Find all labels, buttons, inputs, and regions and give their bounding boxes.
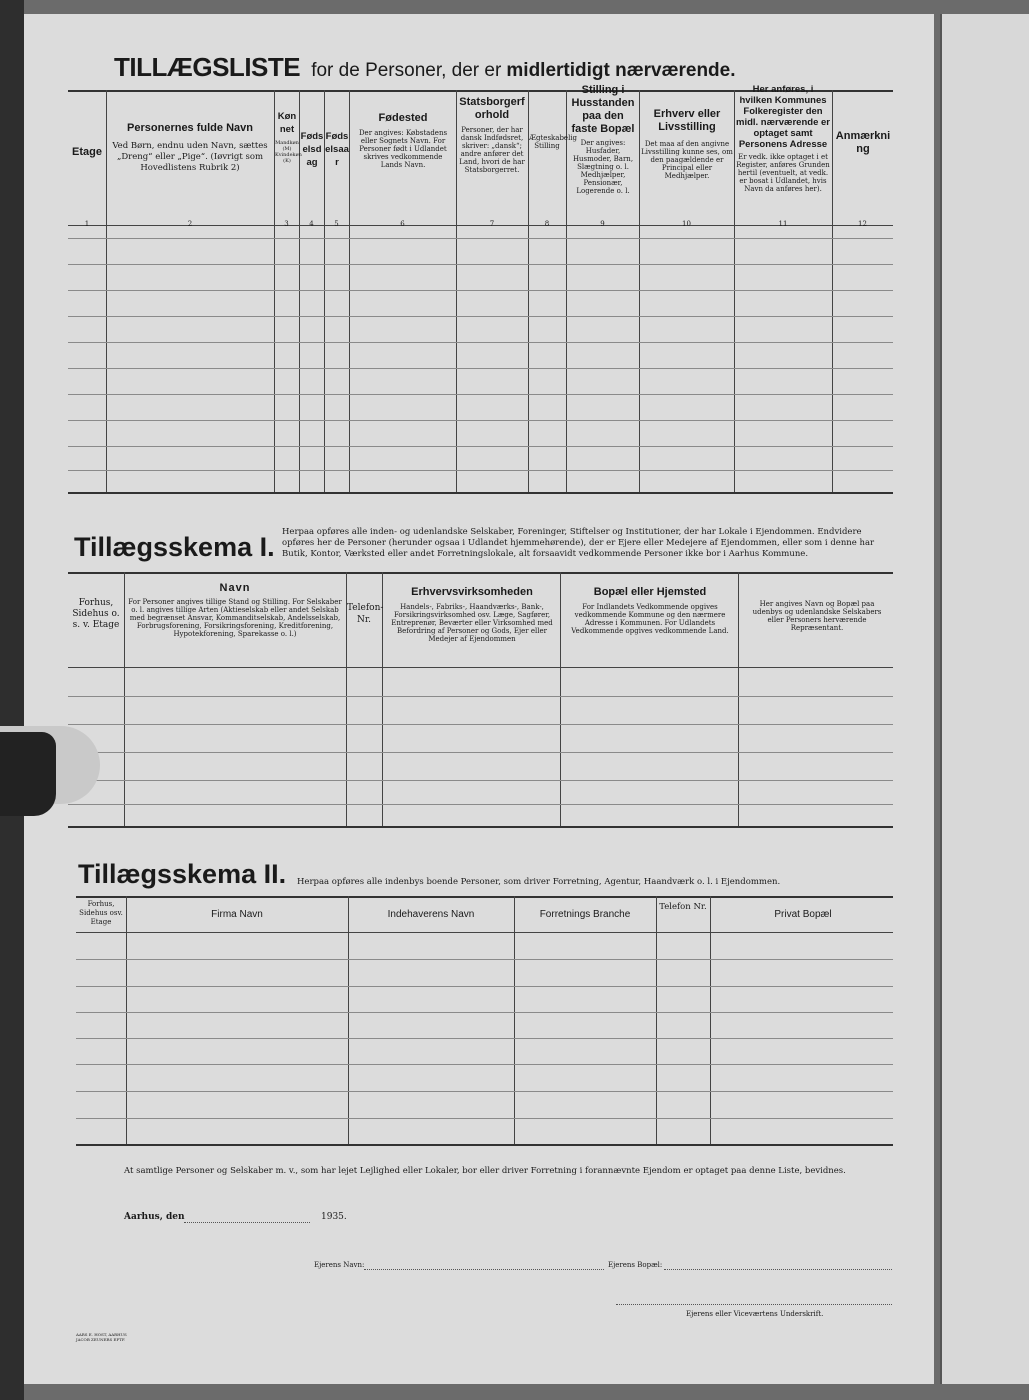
skema1-col-repraesentant: Her angives Navn og Bopæl paa udenbys og udenlandske Selskabers eller Personers herværende Repræsentant. bbox=[752, 600, 882, 632]
col-aegteskabelig: Ægteskabelig Stilling bbox=[529, 134, 578, 150]
col-fodselsdag: Fødselsdag bbox=[300, 131, 324, 168]
col-num-7: 7 bbox=[489, 220, 495, 228]
col-num-9: 9 bbox=[600, 220, 605, 228]
skema1-col-bopael: Bopæl eller Hjemsted For Indlandets Vedkommende opgives vedkommende Kommune og den nærmere Adresse i Kommunen. For Udlandets Vedkommende opgives vedkommende Land. bbox=[571, 586, 729, 635]
col-num-5: 5 bbox=[334, 220, 339, 228]
skema2-col-bopael: Privat Bopæl bbox=[774, 909, 832, 920]
skema2-col-firma: Firma Navn bbox=[211, 909, 263, 920]
skema2-col-branche: Forretnings Branche bbox=[539, 909, 631, 920]
col-anmaerkning: Anmærkning bbox=[835, 130, 891, 155]
skema2-col-telefon: Telefon Nr. bbox=[659, 902, 707, 912]
title-main: TILLÆGSLISTE bbox=[114, 52, 301, 82]
thumb-shadow bbox=[0, 732, 56, 816]
title-bold: midlertidigt nærværende. bbox=[506, 60, 736, 81]
skema1-col-erhverv: Erhvervsvirksomheden Handels-, Fabriks-, Haandværks-, Bank-, Forsikringsvirksomhed osv. Læge, Sagfører, Entreprenør, Beværter eller Virksomhed med Befordring af Personer og Gods, Ejer eller Medejer af Ejendommen bbox=[391, 586, 553, 643]
skema1-col-navn: Navn For Personer angives tillige Stand og Stilling. For Selskaber o. l. angives tillige Arten (Aktieselskab eller andet Selskab med begrænset Ansvar, Kommanditselskab, Andelsselskab, Forbrugsforening, Forsikringsforening, Kreditforening, Hypotekforening, Sparekasse o. l.) bbox=[128, 582, 342, 638]
declaration: At samtlige Personer og Selskaber m. v., som har lejet Lejlighed eller Lokaler, bor eller driver Forretning i forannævnte Ejendom er optaget paa denne Liste, bevidnes. bbox=[124, 1166, 846, 1176]
col-fodested: Fødested Der angives: Købstadens eller Sognets Navn. For Personer født i Udlandet skrives vedkommende Lands Navn. bbox=[358, 112, 448, 169]
col-num-3: 3 bbox=[284, 220, 289, 228]
skema1-intro: Herpaa opføres alle inden- og udenlandske Selskaber, Foreninger, Stiftelser og Institutioner, der har Lokale i Ejendommen. Endvidere opføres her de Personer (herunder ogsaa i Udlandet hjemmehørende), der er Ejere eller Medejere af Ejendommen, eller som i denne har Butik, Kontor, Værksted eller andet Forretningslokale, alt forsaavidt vedkommende Personer ikke bor i Aarhus Kommune. bbox=[282, 527, 875, 559]
col-etage: Etage bbox=[72, 146, 102, 158]
printer-mark: AARS E. HOST, AARHUS JACOB ZEUNERS EFTF. bbox=[76, 1332, 127, 1342]
col-num-4: 4 bbox=[309, 220, 314, 228]
col-num-10: 10 bbox=[682, 220, 691, 228]
col-num-11: 11 bbox=[778, 220, 788, 228]
skema1-title: Tillægsskema I. bbox=[74, 532, 275, 562]
form-page bbox=[24, 14, 934, 1384]
col-stilling: Stilling i Husstanden paa den faste Bopæl Der angives: Husfader, Husmoder, Barn, Slægtning o. l. Medhjælper, Pensionær, Logerende o. l. bbox=[571, 84, 635, 195]
col-num-8: 8 bbox=[544, 220, 550, 228]
title-rest: for de Personer, der er bbox=[311, 60, 502, 81]
skema2-col-indehaver: Indehaverens Navn bbox=[387, 909, 475, 920]
scan-border bbox=[0, 0, 24, 1400]
col-folkeregister: Her anføres, i hvilken Kommunes Folkeregister den midl. nærværende er optaget samt Personens Adresse Er vedk. ikke optaget i et Register, anføres Grunden hertil (eventuelt, at vedk. er bosat i Udlandet, hvis Navn da anføres her). bbox=[736, 84, 830, 193]
col-num-2: 2 bbox=[187, 220, 193, 228]
signature-label: Ejerens eller Viceværtens Underskrift. bbox=[686, 1310, 824, 1318]
col-erhverv: Erhverv eller Livsstilling Det maa af den angivne Livsstilling kunne ses, om den paagældende er Principal eller Medhjælper. bbox=[641, 108, 733, 180]
col-statsborger: Statsborgerforhold Personer, der har dansk Indfødsret, skriver: „dansk“; andre anfører det Land, hvori de har Statsborgerret. bbox=[459, 96, 525, 174]
col-num-12: 12 bbox=[858, 220, 867, 228]
owner-address-line bbox=[664, 1269, 892, 1270]
skema1-col-etage: Forhus, Sidehus o. s. v. Etage bbox=[72, 598, 120, 630]
year: 1935. bbox=[321, 1212, 347, 1222]
skema2-col-etage: Forhus, Sidehus osv. Etage bbox=[79, 900, 123, 926]
col-num-6: 6 bbox=[400, 220, 405, 228]
owner-name-line bbox=[364, 1269, 604, 1270]
skema2-title: Tillægsskema II. bbox=[78, 859, 287, 889]
signature-line bbox=[616, 1304, 892, 1305]
col-konnet: Kønnet Mandkøn (M) Kvindekøn (K) bbox=[275, 111, 302, 164]
date-line bbox=[184, 1222, 310, 1223]
skema2-intro: Herpaa opføres alle indenbys boende Personer, som driver Forretning, Agentur, Haandværk o. l. i Ejendommen. bbox=[297, 877, 781, 887]
skema1-col-telefon: Telefon-Nr. bbox=[347, 603, 384, 625]
col-num-1: 1 bbox=[84, 220, 90, 228]
col-fodselsaar: Fødselsaar bbox=[325, 131, 349, 168]
col-navn: Personernes fulde Navn Ved Børn, endnu uden Navn, sættes „Dreng“ eller „Pige“. (Iøvrigt som Hovedlistens Rubrik 2) bbox=[112, 122, 268, 173]
owner-address-label: Ejerens Bopæl: bbox=[608, 1261, 663, 1269]
owner-name-label: Ejerens Navn: bbox=[314, 1261, 365, 1269]
facing-page bbox=[940, 14, 1029, 1384]
place-label: Aarhus, den bbox=[124, 1212, 185, 1222]
page-title bbox=[114, 52, 934, 83]
